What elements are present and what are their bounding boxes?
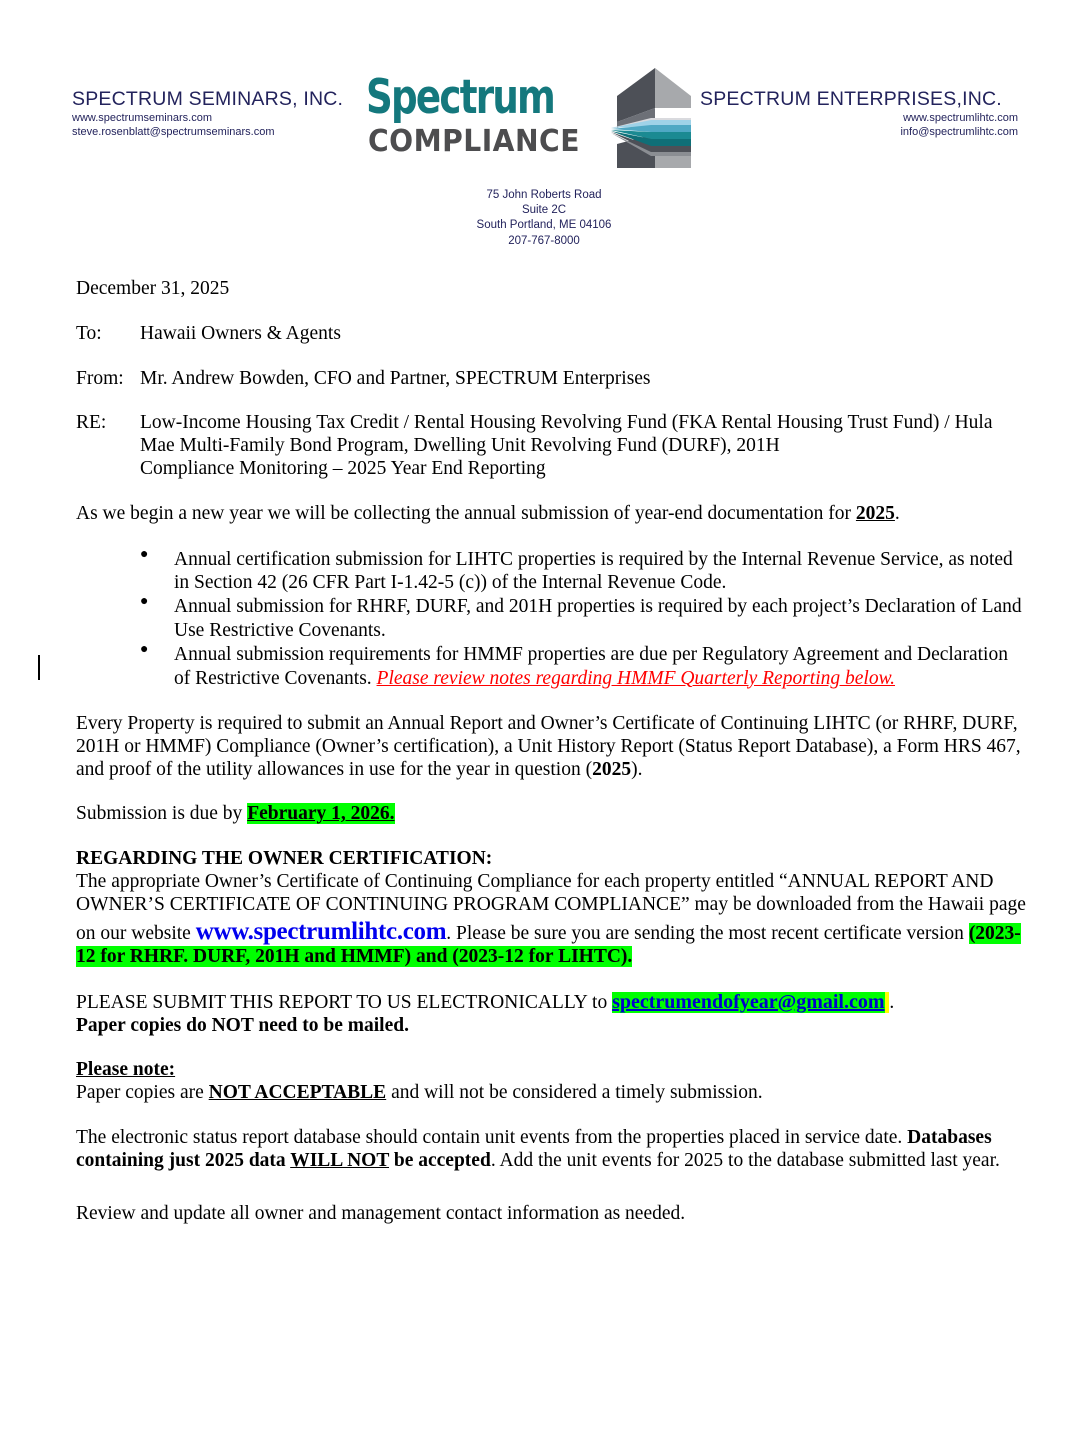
submit-electronically-paragraph [76,991,1028,1015]
bullet-text-2: Annual submission for RHRF, DURF, and 201H properties is required by each project’s Declaration of Land Use Restrictive Covenants. [174,596,1022,641]
please-note-text-before: Paper copies are [76,1082,209,1104]
review-update-paragraph: Review and update all owner and management contact information as needed. [76,1202,686,1224]
please-note-heading: Please note: [76,1059,176,1081]
certificate-version-note: (2023-12 for RHRF. DURF, 201H and HMMF) and (2023-12 for LIHTC). [76,922,1021,967]
seminars-website[interactable]: www.spectrumseminars.com [72,112,212,124]
owner-cert-text-2: . Please be sure you are sending the most recent certificate version [446,922,969,944]
every-property-text-after: ). [631,758,643,780]
address-suite: Suite 2C [521,204,567,217]
enterprises-company-name: SPECTRUM ENTERPRISES,INC. [700,88,1002,110]
re-row [76,412,1028,480]
re-line-3: Compliance Monitoring – 2025 Year End Reporting [140,458,546,480]
letterhead-row [0,62,1088,182]
submission-due-date: February 1, 2026. [247,803,395,825]
to-row [76,323,1028,346]
submission-due-paragraph [76,803,1028,826]
database-will-not: WILL NOT [290,1149,389,1171]
spectrumlihtc-website-link[interactable]: www.spectrumlihtc.com [195,917,447,945]
letterhead [0,0,1088,255]
address-city-state-zip: South Portland, ME 04106 [476,219,612,232]
to-value: Hawaii Owners & Agents [140,322,341,344]
re-label: RE: [76,412,107,434]
owner-certification-heading: REGARDING THE OWNER CERTIFICATION: [76,848,493,870]
re-value [140,412,1028,480]
database-bold-1: Databases containing just 2025 data [76,1127,992,1171]
letterhead-left-company-block [72,62,372,139]
address-street: 75 John Roberts Road [486,189,602,201]
building-mark-icon [611,62,703,179]
letter-date: December 31, 2025 [76,278,230,299]
from-label: From: [76,367,124,389]
please-note-paragraph [76,1082,1028,1105]
enterprises-website[interactable]: www.spectrumlihtc.com [903,112,1018,124]
letterhead-right-company-block [700,62,1018,139]
logo-wordmark-spectrum: Spectrum [366,70,555,125]
re-line-2: Mae Multi-Family Bond Program, Dwelling Unit Revolving Fund (DURF), 201H [140,435,780,457]
not-acceptable-emphasis: NOT ACCEPTABLE [208,1082,387,1104]
letterhead-address-block [0,188,1088,249]
requirements-bullet-list [76,548,1028,690]
owner-cert-text-1: The appropriate Owner’s Certificate of Continuing Compliance for each property entitled “ANNUAL REPORT AND OWNER’S CERTIFICATE OF CONTINUING PROGRAM COMPLIANCE” may be downloaded from the Hawaii page on our website [76,871,1026,944]
submission-due-label: Submission is due by [76,803,248,825]
every-property-year: 2025 [592,758,632,780]
submit-email-link[interactable]: spectrumendofyear@gmail.com [612,990,885,1013]
every-property-text-before: Every Property is required to submit an Annual Report and Owner’s Certificate of Continuing LIHTC (or RHRF, DURF, 201H or HMMF) Compliance (Owner’s certification), a Unit History Report (Status Report Database), a Form HRS 467, and proof of the utility allowances in use for the year in question ( [76,713,1021,780]
paper-copies-not-mailed: Paper copies do NOT need to be mailed. [76,1014,409,1036]
enterprises-email[interactable]: info@spectrumlihtc.com [900,126,1018,139]
seminars-company-name: SPECTRUM SEMINARS, INC. [72,88,344,110]
letter-body [76,278,1028,1225]
spectrum-compliance-logo [366,62,706,182]
intro-paragraph [76,503,1028,526]
list-item [138,548,1028,595]
submit-electronically-period: . [889,991,895,1013]
bullet-text-3: Annual submission requirements for HMMF properties are due per Regulatory Agreement and Declaration of Restrictive Covenants. [174,644,1008,689]
owner-certification-paragraph [76,871,1028,969]
re-line-1: Low-Income Housing Tax Credit / Rental Housing Revolving Fund (FKA Rental Housing Trust Fund) / Hula [140,412,993,434]
logo-wordmark-compliance: COMPLIANCE [368,124,580,159]
submit-email-highlight [612,992,884,1013]
seminars-email[interactable]: steve.rosenblatt@spectrumseminars.com [72,126,275,139]
list-item [138,643,1028,690]
submit-electronically-text: PLEASE SUBMIT THIS REPORT TO US ELECTRONICALLY to [76,991,613,1013]
from-row [76,368,1028,391]
address-phone: 207-767-8000 [508,234,580,247]
revision-change-bar [38,655,40,680]
database-text-after: . Add the unit events for 2025 to the database submitted last year. [490,1149,1000,1171]
intro-year: 2025 [855,502,895,524]
list-item [138,595,1028,642]
from-value: Mr. Andrew Bowden, CFO and Partner, SPECTRUM Enterprises [140,367,651,389]
to-label: To: [76,322,102,344]
every-property-paragraph [76,713,1028,781]
please-note-text-after: and will not be considered a timely submission. [386,1082,763,1104]
database-paragraph [76,1127,1028,1173]
database-text-before: The electronic status report database should contain unit events from the properties placed in service date. [76,1127,908,1149]
bullet-3-emphasis-note: Please review notes regarding HMMF Quarterly Reporting below. [376,667,896,689]
intro-text-after: . [894,502,900,524]
bullet-text-1: Annual certification submission for LIHTC properties is required by the Internal Revenue Service, as noted in Section 42 (26 CFR Part I-1.42-5 (c)) of the Internal Revenue Code. [174,548,1013,594]
intro-text-before: As we begin a new year we will be collecting the annual submission of year-end documentation for [76,502,856,524]
database-bold-2: be accepted [389,1149,491,1171]
